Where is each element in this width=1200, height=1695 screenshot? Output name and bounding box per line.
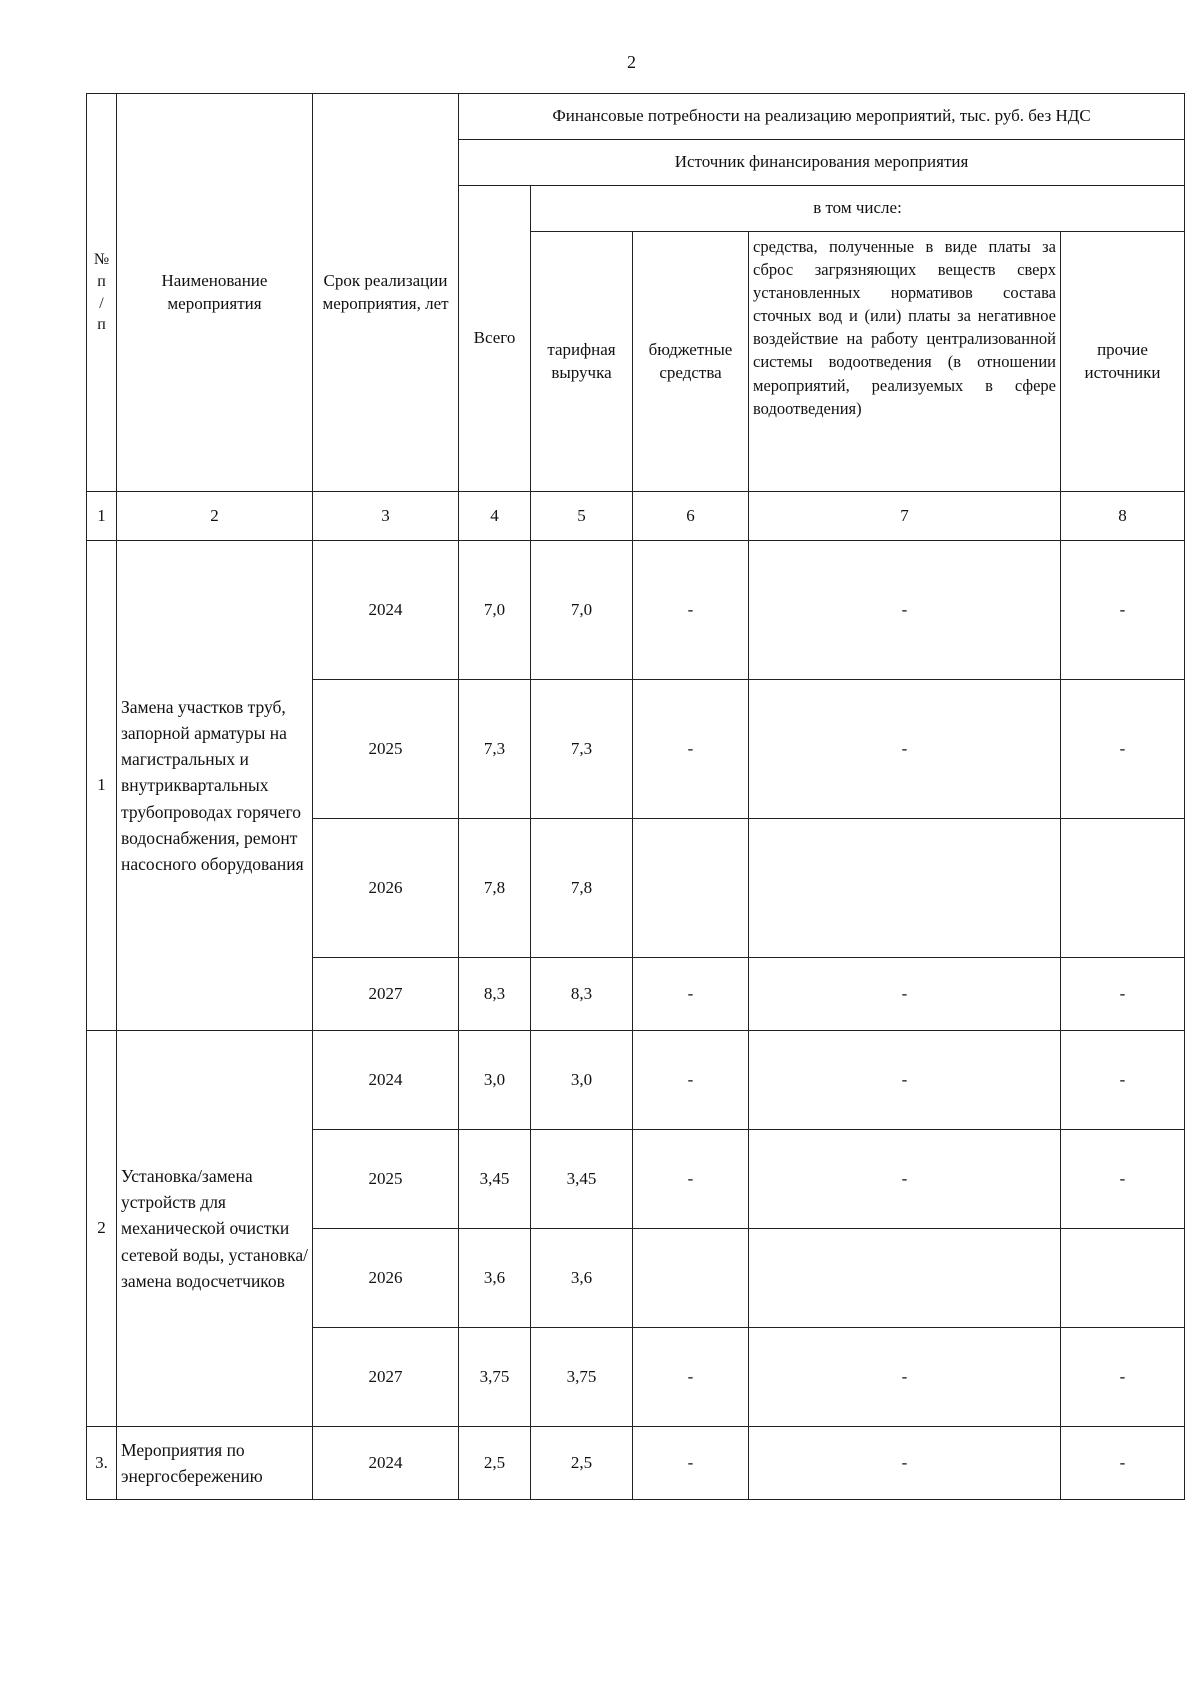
cell-fees: - xyxy=(749,680,1061,819)
header-number xyxy=(87,94,117,492)
measure-year: 2026 xyxy=(313,1229,459,1328)
column-number-6: 6 xyxy=(633,492,749,541)
cell-budget xyxy=(633,1229,749,1328)
table-row xyxy=(87,541,1185,680)
column-number-8: 8 xyxy=(1061,492,1185,541)
cell-tariff: 7,8 xyxy=(531,819,633,958)
measure-name: Замена участков труб, запорной арматуры на магистральных и внутриквартальных трубопроводах горячего водоснабжения, ремонт насосного оборудования xyxy=(117,541,313,1031)
cell-budget: - xyxy=(633,1427,749,1500)
header-financial-needs xyxy=(459,94,1185,140)
measure-year: 2024 xyxy=(313,541,459,680)
financing-table xyxy=(86,93,1185,1500)
cell-total: 7,3 xyxy=(459,680,531,819)
header-including-text: в том числе: xyxy=(813,198,902,218)
cell-total: 7,0 xyxy=(459,541,531,680)
header-total-text: Всего xyxy=(473,328,516,348)
measure-number: 3. xyxy=(87,1427,117,1500)
header-number-text: № п / п xyxy=(93,251,110,334)
column-number-3: 3 xyxy=(313,492,459,541)
cell-other: - xyxy=(1061,958,1185,1031)
measure-year: 2025 xyxy=(313,1130,459,1229)
cell-total: 8,3 xyxy=(459,958,531,1031)
cell-other xyxy=(1061,1229,1185,1328)
measure-year: 2025 xyxy=(313,680,459,819)
header-fees xyxy=(749,232,1061,492)
cell-other: - xyxy=(1061,680,1185,819)
table-row xyxy=(87,1427,1185,1500)
header-term xyxy=(313,94,459,492)
cell-budget: - xyxy=(633,1328,749,1427)
header-term-text: Срок реализации мероприятия, лет xyxy=(322,270,449,313)
column-number-4: 4 xyxy=(459,492,531,541)
header-financial-needs-text: Финансовые потребности на реализацию мероприятий, тыс. руб. без НДС xyxy=(552,106,1091,126)
header-tariff xyxy=(531,232,633,492)
cell-fees xyxy=(749,1229,1061,1328)
header-name-text: Наименование мероприятия xyxy=(161,270,268,313)
measure-name: Мероприятия по энергосбережению xyxy=(117,1427,313,1500)
cell-fees: - xyxy=(749,958,1061,1031)
header-budget-text: бюджетные средства xyxy=(648,339,733,382)
cell-total: 2,5 xyxy=(459,1427,531,1500)
header-source-text: Источник финансирования мероприятия xyxy=(674,152,969,172)
header-including xyxy=(531,186,1185,232)
measure-year: 2027 xyxy=(313,958,459,1031)
cell-other: - xyxy=(1061,1427,1185,1500)
measure-name: Установка/замена устройств для механической очистки сетевой воды, установка/замена водосчетчиков xyxy=(117,1031,313,1427)
header-other-text: прочие источники xyxy=(1084,339,1161,382)
cell-budget: - xyxy=(633,541,749,680)
cell-tariff: 7,3 xyxy=(531,680,633,819)
cell-tariff: 2,5 xyxy=(531,1427,633,1500)
cell-tariff: 8,3 xyxy=(531,958,633,1031)
cell-tariff: 3,75 xyxy=(531,1328,633,1427)
header-fees-text: средства, полученные в виде платы за сброс загрязняющих веществ сверх установленных нормативов состава сточных вод и (или) платы за негативное воздействие на работу централизованной системы водоотведения (в отношении мероприятий, реализуемых в сфере водоотведения) xyxy=(753,237,1056,418)
cell-total: 3,0 xyxy=(459,1031,531,1130)
cell-fees: - xyxy=(749,541,1061,680)
measure-year: 2026 xyxy=(313,819,459,958)
measure-year: 2024 xyxy=(313,1031,459,1130)
cell-budget xyxy=(633,819,749,958)
column-number-5: 5 xyxy=(531,492,633,541)
cell-tariff: 3,6 xyxy=(531,1229,633,1328)
cell-other: - xyxy=(1061,1130,1185,1229)
cell-tariff: 3,45 xyxy=(531,1130,633,1229)
header-other xyxy=(1061,232,1185,492)
measure-number: 2 xyxy=(87,1031,117,1427)
measure-year: 2027 xyxy=(313,1328,459,1427)
cell-fees: - xyxy=(749,1130,1061,1229)
cell-tariff: 3,0 xyxy=(531,1031,633,1130)
header-total xyxy=(459,186,531,492)
cell-other: - xyxy=(1061,541,1185,680)
column-number-2: 2 xyxy=(117,492,313,541)
cell-budget: - xyxy=(633,680,749,819)
table-row xyxy=(87,1031,1185,1130)
measure-number: 1 xyxy=(87,541,117,1031)
cell-budget: - xyxy=(633,1130,749,1229)
cell-other xyxy=(1061,819,1185,958)
header-budget xyxy=(633,232,749,492)
cell-fees: - xyxy=(749,1427,1061,1500)
column-number-1: 1 xyxy=(87,492,117,541)
cell-other: - xyxy=(1061,1328,1185,1427)
cell-budget: - xyxy=(633,1031,749,1130)
cell-fees xyxy=(749,819,1061,958)
cell-total: 3,75 xyxy=(459,1328,531,1427)
cell-budget: - xyxy=(633,958,749,1031)
header-source xyxy=(459,140,1185,186)
cell-total: 7,8 xyxy=(459,819,531,958)
cell-total: 3,45 xyxy=(459,1130,531,1229)
cell-tariff: 7,0 xyxy=(531,541,633,680)
cell-fees: - xyxy=(749,1031,1061,1130)
cell-other: - xyxy=(1061,1031,1185,1130)
page-number: 2 xyxy=(627,52,636,72)
cell-total: 3,6 xyxy=(459,1229,531,1328)
column-number-7: 7 xyxy=(749,492,1061,541)
cell-fees: - xyxy=(749,1328,1061,1427)
measure-year: 2024 xyxy=(313,1427,459,1500)
header-name xyxy=(117,94,313,492)
header-tariff-text: тарифная выручка xyxy=(547,339,616,382)
